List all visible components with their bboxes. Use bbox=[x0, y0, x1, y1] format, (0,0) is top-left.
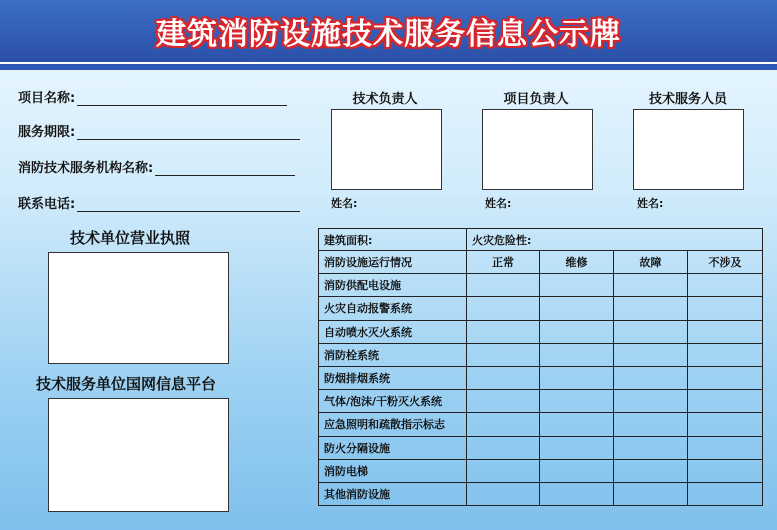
role-label-project-lead: 项目负责人 bbox=[503, 92, 569, 107]
building-area-cell: 建筑面积: bbox=[319, 229, 467, 251]
status-cell-normal bbox=[467, 413, 540, 436]
row-label: 消防供配电设施 bbox=[319, 274, 467, 297]
table-row bbox=[319, 482, 763, 505]
role-label-service-staff: 技术服务人员 bbox=[648, 92, 727, 107]
status-cell-na bbox=[688, 320, 763, 343]
status-cell-fault bbox=[614, 482, 688, 505]
table-row bbox=[319, 274, 763, 297]
phone-label: 联系电话: bbox=[18, 197, 76, 212]
status-cell-repair bbox=[540, 366, 614, 389]
status-cell-repair bbox=[540, 343, 614, 366]
table-row bbox=[319, 366, 763, 389]
row-label: 其他消防设施 bbox=[319, 482, 467, 505]
status-cell-na bbox=[688, 413, 763, 436]
table-row bbox=[319, 459, 763, 482]
phone-line bbox=[77, 196, 300, 212]
header-na-cell: 不涉及 bbox=[688, 251, 763, 274]
status-cell-fault bbox=[614, 297, 688, 320]
status-cell-na bbox=[688, 459, 763, 482]
business-license-box bbox=[48, 252, 229, 364]
status-cell-na bbox=[688, 274, 763, 297]
fire-risk-cell: 火灾危险性: bbox=[467, 229, 763, 251]
role-label-technical-lead: 技术负责人 bbox=[352, 92, 418, 107]
status-cell-na bbox=[688, 343, 763, 366]
table-header-row bbox=[319, 251, 763, 274]
status-cell-normal bbox=[467, 297, 540, 320]
status-cell-normal bbox=[467, 343, 540, 366]
table-info-row bbox=[319, 229, 763, 251]
status-cell-normal bbox=[467, 482, 540, 505]
header-repair-cell: 维修 bbox=[540, 251, 614, 274]
row-label: 消防栓系统 bbox=[319, 343, 467, 366]
business-license-title: 技术单位营业执照 bbox=[70, 229, 191, 247]
status-cell-normal bbox=[467, 320, 540, 343]
header-stripe bbox=[0, 62, 777, 70]
table-row bbox=[319, 343, 763, 366]
name-label-project-lead: 姓名: bbox=[485, 197, 512, 210]
header-fault-cell: 故障 bbox=[614, 251, 688, 274]
status-cell-na bbox=[688, 390, 763, 413]
board-title: 建筑消防设施技术服务信息公示牌 bbox=[156, 17, 621, 52]
project-name-label: 项目名称: bbox=[18, 91, 76, 106]
name-label-service-staff: 姓名: bbox=[637, 197, 664, 210]
status-cell-fault bbox=[614, 343, 688, 366]
row-label: 防火分隔设施 bbox=[319, 436, 467, 459]
status-cell-repair bbox=[540, 482, 614, 505]
status-cell-fault bbox=[614, 274, 688, 297]
status-cell-repair bbox=[540, 459, 614, 482]
row-label: 自动喷水灭火系统 bbox=[319, 320, 467, 343]
status-cell-repair bbox=[540, 413, 614, 436]
status-cell-fault bbox=[614, 320, 688, 343]
status-cell-repair bbox=[540, 297, 614, 320]
status-cell-fault bbox=[614, 413, 688, 436]
row-label: 防烟排烟系统 bbox=[319, 366, 467, 389]
row-label: 火灾自动报警系统 bbox=[319, 297, 467, 320]
platform-title: 技术服务单位国网信息平台 bbox=[36, 375, 217, 393]
row-label: 应急照明和疏散指示标志 bbox=[319, 413, 467, 436]
status-cell-repair bbox=[540, 390, 614, 413]
service-period-line bbox=[77, 124, 300, 140]
status-cell-repair bbox=[540, 274, 614, 297]
row-label: 消防电梯 bbox=[319, 459, 467, 482]
photo-box-project-lead bbox=[482, 109, 593, 190]
status-cell-fault bbox=[614, 436, 688, 459]
status-cell-na bbox=[688, 436, 763, 459]
project-name-line bbox=[77, 90, 287, 106]
status-cell-normal bbox=[467, 274, 540, 297]
status-cell-repair bbox=[540, 436, 614, 459]
service-period-label: 服务期限: bbox=[18, 125, 76, 140]
table-row bbox=[319, 297, 763, 320]
status-cell-fault bbox=[614, 390, 688, 413]
agency-name-line bbox=[155, 160, 295, 176]
status-cell-normal bbox=[467, 390, 540, 413]
status-cell-normal bbox=[467, 366, 540, 389]
status-cell-normal bbox=[467, 459, 540, 482]
project-name-field bbox=[18, 86, 287, 106]
service-period-field bbox=[18, 120, 300, 140]
status-cell-na bbox=[688, 482, 763, 505]
header-banner bbox=[0, 0, 777, 62]
facility-status-table bbox=[318, 228, 763, 506]
photo-box-technical-lead bbox=[331, 109, 442, 190]
status-cell-repair bbox=[540, 320, 614, 343]
status-cell-na bbox=[688, 297, 763, 320]
platform-box bbox=[48, 398, 229, 512]
header-normal-cell: 正常 bbox=[467, 251, 540, 274]
table-row bbox=[319, 413, 763, 436]
status-cell-fault bbox=[614, 366, 688, 389]
table-row bbox=[319, 436, 763, 459]
header-facility-cell: 消防设施运行情况 bbox=[319, 251, 467, 274]
row-label: 气体/泡沫/干粉灭火系统 bbox=[319, 390, 467, 413]
agency-name-field bbox=[18, 156, 295, 176]
table-row bbox=[319, 390, 763, 413]
name-label-technical-lead: 姓名: bbox=[331, 197, 358, 210]
agency-name-label: 消防技术服务机构名称: bbox=[18, 161, 154, 176]
photo-box-service-staff bbox=[633, 109, 744, 190]
status-cell-na bbox=[688, 366, 763, 389]
phone-field bbox=[18, 192, 300, 212]
table-row bbox=[319, 320, 763, 343]
status-cell-fault bbox=[614, 459, 688, 482]
status-cell-normal bbox=[467, 436, 540, 459]
